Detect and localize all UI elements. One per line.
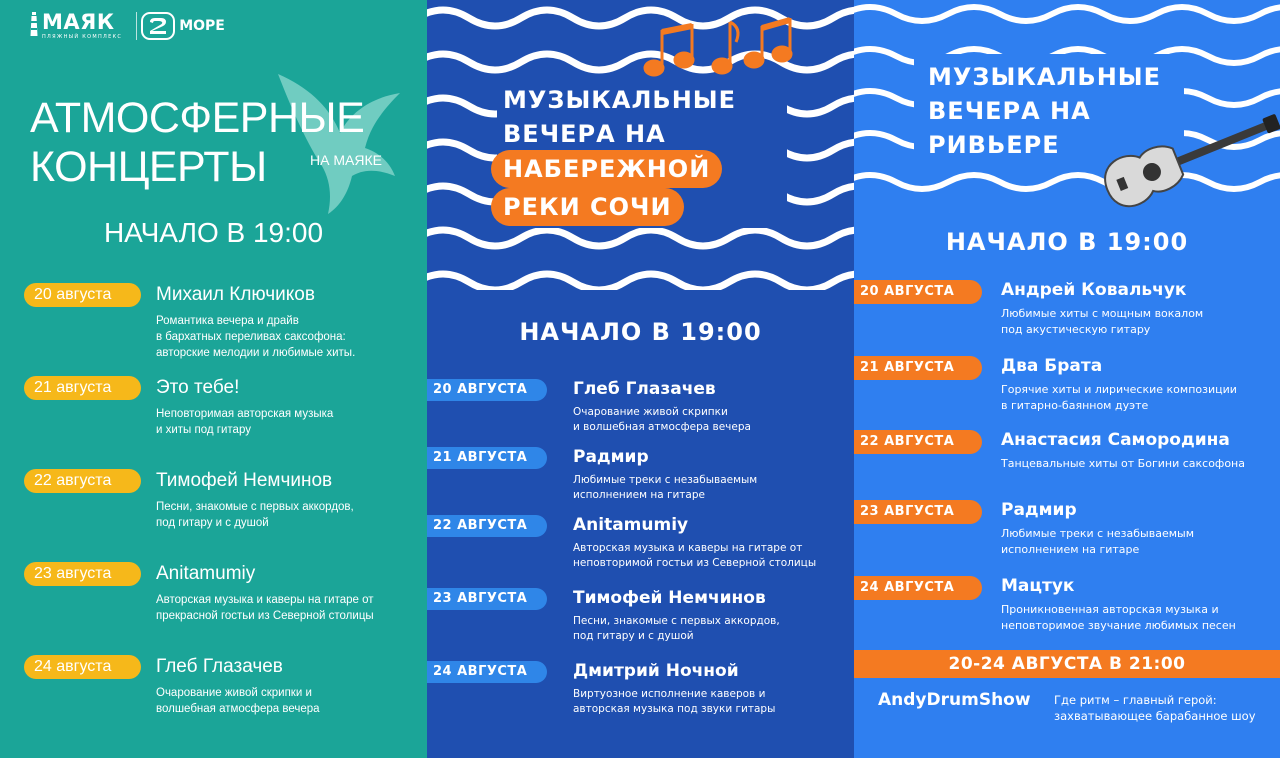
mayak-logo bbox=[30, 12, 122, 40]
artist-name: Мацтук bbox=[1001, 576, 1075, 596]
artist-name: Радмир bbox=[1001, 500, 1077, 520]
panel-naberezhnaya bbox=[427, 0, 854, 758]
event-description: Авторская музыка и каверы на гитаре от неповторимой гостьи из Северной столицы bbox=[573, 542, 817, 569]
event-description: Виртуозное исполнение каверов и авторская музыка под звуки гитары bbox=[573, 688, 776, 715]
event-description: Авторская музыка и каверы на гитаре от прекрасной гостьи из Северной столицы bbox=[156, 594, 374, 622]
start-time: НАЧАЛО В 19:00 bbox=[945, 228, 1189, 256]
show-description: Где ритм – главный герой: захватывающее барабанное шоу bbox=[1054, 693, 1256, 723]
date-badge: 21 АВГУСТА bbox=[427, 447, 547, 469]
artist-name: Дмитрий Ночной bbox=[573, 661, 739, 681]
date-badge: 22 АВГУСТА bbox=[854, 430, 982, 454]
mayak-logo-name: МАЯК bbox=[42, 10, 115, 34]
show-date-banner: 20-24 АВГУСТА В 21:00 bbox=[854, 650, 1280, 678]
start-time: НАЧАЛО В 19:00 bbox=[519, 318, 762, 346]
guitar-icon bbox=[1092, 100, 1280, 220]
artist-name: Два Брата bbox=[1001, 356, 1103, 376]
lighthouse-icon bbox=[30, 12, 38, 36]
event-description: Песни, знакомые с первых аккордов, под гитару и с душой bbox=[156, 501, 354, 529]
event-description: Любимые треки с незабываемым исполнением на гитаре bbox=[573, 474, 758, 501]
date-badge: 21 АВГУСТА bbox=[854, 356, 982, 380]
artist-name: Это тебе! bbox=[156, 377, 240, 398]
date-badge: 21 августа bbox=[24, 376, 141, 400]
event-description: Песни, знакомые с первых аккордов, под гитару и с душой bbox=[573, 615, 780, 642]
panel-riviera bbox=[854, 0, 1280, 758]
event-description: Очарование живой скрипки и волшебная атмосфера вечера bbox=[573, 406, 751, 433]
panel-mayak bbox=[0, 0, 427, 758]
artist-name: Anitamumiy bbox=[156, 563, 256, 584]
event-description: Неповторимая авторская музыка и хиты под гитару bbox=[156, 408, 334, 436]
title-subtitle: НА МАЯКЕ bbox=[310, 152, 382, 168]
date-badge: 24 АВГУСТА bbox=[427, 661, 547, 683]
mayak-logo-sub: ПЛЯЖНЫЙ КОМПЛЕКС bbox=[42, 34, 123, 40]
event-description: Любимые хиты с мощным вокалом под акустическую гитару bbox=[1001, 307, 1204, 336]
date-badge: 20 АВГУСТА bbox=[854, 280, 982, 304]
event-description: Танцевальные хиты от Богини саксофона bbox=[1001, 457, 1245, 470]
date-badge: 20 АВГУСТА bbox=[427, 379, 547, 401]
title-pill-2: РЕКИ СОЧИ bbox=[491, 188, 684, 226]
artist-name: Глеб Глазачев bbox=[156, 656, 283, 677]
artist-name: Anitamumiy bbox=[573, 515, 689, 535]
title-pill-1: НАБЕРЕЖНОЙ bbox=[491, 150, 722, 188]
date-badge: 24 АВГУСТА bbox=[854, 576, 982, 600]
date-badge: 22 августа bbox=[24, 469, 141, 493]
more-logo-name: МОРЕ bbox=[179, 18, 225, 34]
date-badge: 22 АВГУСТА bbox=[427, 515, 547, 537]
brand-logos bbox=[30, 12, 225, 40]
date-badge: 24 августа bbox=[24, 655, 141, 679]
date-badge: 23 АВГУСТА bbox=[854, 500, 982, 524]
event-description: Очарование живой скрипки и волшебная атмосфера вечера bbox=[156, 687, 320, 715]
more-logo-icon bbox=[141, 12, 175, 40]
date-badge: 23 августа bbox=[24, 562, 141, 586]
show-name: AndyDrumShow bbox=[878, 690, 1031, 710]
title-line-1: МУЗЫКАЛЬНЫЕ bbox=[503, 86, 737, 114]
title-line-2: ВЕЧЕРА НА bbox=[503, 120, 666, 148]
artist-name: Радмир bbox=[573, 447, 649, 467]
event-description: Романтика вечера и драйв в бархатных переливах саксофона: авторские мелодии и любимые хиты. bbox=[156, 315, 356, 359]
artist-name: Анастасия Самородина bbox=[1001, 430, 1230, 450]
artist-name: Тимофей Немчинов bbox=[573, 588, 766, 608]
date-badge: 23 АВГУСТА bbox=[427, 588, 547, 610]
title-line-2: КОНЦЕРТЫ bbox=[30, 143, 267, 191]
event-description: Любимые треки с незабываемым исполнением на гитаре bbox=[1001, 527, 1194, 556]
music-notes-icon bbox=[642, 10, 807, 80]
artist-name: Андрей Ковальчук bbox=[1001, 280, 1187, 300]
page-title bbox=[30, 94, 364, 192]
artist-name: Глеб Глазачев bbox=[573, 379, 716, 399]
artist-name: Тимофей Немчинов bbox=[156, 470, 333, 491]
event-description: Горячие хиты и лирические композиции в гитарно-баянном дуэте bbox=[1001, 383, 1237, 412]
event-description: Проникновенная авторская музыка и неповторимое звучание любимых песен bbox=[1001, 603, 1236, 632]
artist-name: Михаил Ключиков bbox=[156, 284, 315, 305]
start-time: НАЧАЛО В 19:00 bbox=[103, 217, 324, 248]
more-logo bbox=[136, 12, 225, 40]
title-line-1: АТМОСФЕРНЫЕ bbox=[30, 94, 365, 142]
date-badge: 20 августа bbox=[24, 283, 141, 307]
page-title: МУЗЫКАЛЬНЫЕ ВЕЧЕРА НА РИВЬЕРЕ bbox=[928, 63, 1162, 159]
